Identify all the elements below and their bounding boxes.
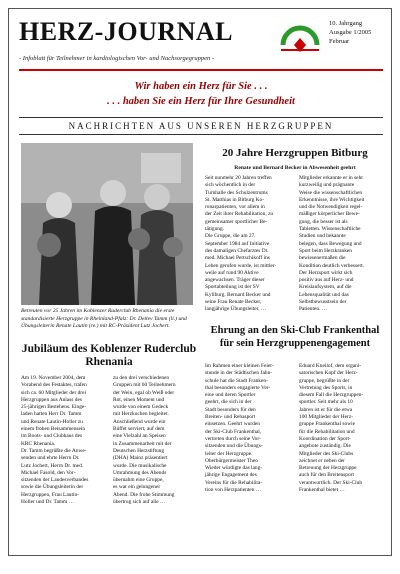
group-photo [21, 143, 193, 305]
heart-logo-icon [277, 15, 323, 59]
issue-year: 10. Jahrgang [329, 20, 363, 27]
slogan-line-1: Wir haben ein Herz für Sie . . . [134, 81, 268, 92]
bitburg-column-1: Seit nunmehr 20 Jahren treffen sich wöchentlich in der Turnhalle des Schulzentrums St. Matthias in Bitburg Ko- ronarpatienten, vor allem in der Zeit ihrer Rehabilitation, zu gemeinsamer sportlicher Be- tätigung. Die Gruppe, die am 27. September 1984 auf Initiative des damaligen Chefarztes Dr. med. Michael Pertschikoff ins Leben gerufen wurde, ist mittler- weile auf rund 90 Aktive angewachsen. Träger dieser Sportabteilung ist der SV Kyllburg. Bernard Becker und seine Frau Renate Becker, langjährige Übungsleiter, … [205, 175, 277, 313]
photo-illustration [21, 143, 193, 305]
koblenz-headline: Jubiläum des Koblenzer Ruderclub Rhenania [21, 343, 197, 368]
frankenthal-column-2: Eduard Kneilof, dem organi- satorischen Kopf der Herz- gruppe, begrüßte in der Vertretung des Sports, in diesem Fall die Herzgruppen- sportler. Seit mehr als 10 Jahren ist er für die etwa 100 Mitglieder der Herz- gruppe Frankenthal sowie für die Rehabilitation und Koordination der Sport- angebote zuständig. Die Mitglieder des Ski-Clubs zeichnet er neben der Betreuung der Herzgruppe auch für den Breitensport verantwortlich. Der Ski-Club Frankenthal bietet … [299, 363, 364, 494]
newsletter-page [8, 8, 392, 556]
bitburg-byline: Renate und Bernard Becker in Abwesenheit geehrt [234, 165, 356, 171]
bitburg-column-2: Mitglieder erkannte er in sehr kurzweilig und prägnante Weise die wissenschaftlichen Erkenntnisse, ihre Wichtigkeit und die Notwendigkeit regel- mäßiger körperlicher Bewe- gung, die besser ist als Tabletten. Wissenschaftliche Studien und bekannte belegen, dass Bewegung und Sport beim Herzkranken bewiesenermaßen die Kondition deutlich verbessert. Der Herzsport wirkt sich positiv aus auf Herz- und Kreislaufsystem, auf die Lebensqualität und das Selbstbewusstsein der Patienten. … [299, 175, 365, 313]
journal-title: HERZ-JOURNAL [19, 17, 234, 46]
koblenz-column-1: Am 19. November 2004, dem Vorabend des Festaktes, trafen sich ca. 60 Mitglieder der drei Herzgruppen aus Anlass des 25-jährigen Bestehens. Einge- laden hatten Herr Dr. Tamm und Renate Lautin-Holler zu einem frohen Beisammensein im Boots- und Clubhaus des KRC Rhenania. Dr. Tamm begrüßte die Anwe- senden und ehrte Herrn Dr. Lutz Jochert, Herrn Dr. med. Michael Fasold, den Vor- sitzenden der Landesverbandes sowie die Übungsleiterin der Herzgruppen, Frau Lautin- Holler und Dr. Tamm … [21, 375, 89, 506]
issue-info [329, 19, 383, 46]
bitburg-headline: 20 Jahre Herzgruppen Bitburg [222, 147, 368, 159]
frankenthal-headline: Ehrung an den Ski-Club Frankenthal für sein Herzgruppenengagement [210, 325, 380, 349]
issue-month: Februar [329, 38, 350, 45]
section-banner: NACHRICHTEN AUS UNSEREN HERZGRUPPEN [19, 117, 383, 135]
slogan-line-2: . . . haben Sie ein Herz für Ihre Gesundheit [107, 96, 295, 107]
issue-number: Ausgabe 1/2005 [329, 29, 372, 36]
masthead-rule [19, 69, 383, 71]
masthead [19, 15, 383, 73]
frankenthal-column-1: Im Rahmen einer kleinen Feier- stunde in der Städtischen Jahn- schule hat die Stadt Franken- thal besonders engagierte Ver- eine und deren Sportler geehrt, die sich in der Stadt besonders für den Breiten- und Rehasport einsetzen. Geehrt wurden der Ski-Club Frankenthal, vertreten durch seine Vor- sitzenden und die Übungs- leiter der Herzgruppe. Oberbürgermeister Theo Wieder würdigte das lang- jährige Engagement des Vereins für die Rehabilita- tion von Herzpatienten … [205, 363, 274, 494]
journal-subtitle: - Infoblatt für Teilnehmer in kardiologischen Vor- und Nachsorgegruppen - [19, 55, 215, 62]
koblenz-column-2: zu den drei verschiedenen Gruppen mit 60 Teilnehmern der Wein, egal ob Weiß oder Rot, einen Moment und wurde von einem Gedeck mit Herzkuchen begleitet. Anschließend wurde ein Büffet serviert, auf dem eine Vielzahl an Speisen in Zusammenarbeit mit der Deutschen Herzstiftung (DHA) Mainz präsentiert wurde. Die musikalische Umrahmung des Abends übernahm eine Gruppe, es war ein gelungener Abend. Die frohe Stimmung übertrug sich auf alle … [113, 375, 176, 506]
photo-caption: Betreuten vor 25 Jahren im Koblenzer Ruderclub Rhenania die erste standardisierte Herzgruppe in Rheinland-Pfalz: Dr. Detlev Tamm (li.) und Übungsleiterin Renate Lautin (re.) mit RC-Präsident Lutz Jochert. [21, 308, 187, 329]
